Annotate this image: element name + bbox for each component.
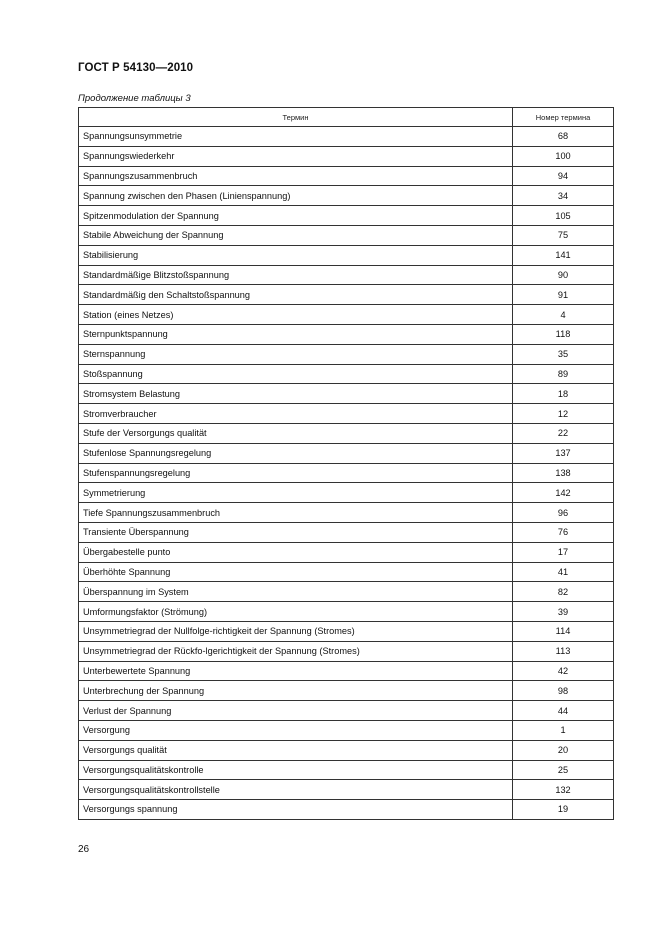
table-row [79,404,614,424]
table-row [79,225,614,245]
term-number-cell: 96 [513,503,614,523]
term-cell: Stromverbraucher [79,404,513,424]
table-row [79,661,614,681]
term-number-cell: 18 [513,384,614,404]
term-cell: Spannung zwischen den Phasen (Linienspannung) [79,186,513,206]
term-number-cell: 12 [513,404,614,424]
term-number-cell: 44 [513,701,614,721]
table-row [79,285,614,305]
table-header-row [79,108,614,127]
table-row [79,621,614,641]
term-cell: Spannungswiederkehr [79,146,513,166]
term-number-cell: 113 [513,641,614,661]
term-number-cell: 75 [513,225,614,245]
term-cell: Tiefe Spannungszusammenbruch [79,503,513,523]
table-row [79,740,614,760]
header-term: Термин [79,108,513,127]
table-row [79,760,614,780]
table-row [79,206,614,226]
term-cell: Versorgung [79,720,513,740]
term-cell: Unsymmetriegrad der Nullfolge-richtigkeit der Spannung (Stromes) [79,621,513,641]
term-number-cell: 137 [513,443,614,463]
term-cell: Symmetrierung [79,483,513,503]
term-number-cell: 17 [513,542,614,562]
table-body [79,127,614,820]
header-term-number: Номер термина [513,108,614,127]
term-cell: Sternpunktspannung [79,324,513,344]
table-caption: Продолжение таблицы 3 [78,93,191,104]
term-number-cell: 90 [513,265,614,285]
term-number-cell: 19 [513,800,614,820]
table-row [79,542,614,562]
term-number-cell: 105 [513,206,614,226]
table-row [79,127,614,147]
table-row [79,800,614,820]
term-number-cell: 1 [513,720,614,740]
term-number-cell: 42 [513,661,614,681]
term-cell: Spannungszusammenbruch [79,166,513,186]
term-cell: Stabile Abweichung der Spannung [79,225,513,245]
table-row [79,602,614,622]
table-row [79,522,614,542]
term-cell: Standardmäßig den Schaltstoßspannung [79,285,513,305]
term-number-cell: 89 [513,364,614,384]
table-row [79,701,614,721]
term-cell: Transiente Überspannung [79,522,513,542]
term-cell: Überspannung im System [79,582,513,602]
table-row [79,305,614,325]
term-number-cell: 20 [513,740,614,760]
term-number-cell: 25 [513,760,614,780]
page-number: 26 [78,844,90,855]
term-number-cell: 35 [513,344,614,364]
term-cell: Stufenspannungsregelung [79,463,513,483]
document-standard-title: ГОСТ Р 54130—2010 [78,62,194,74]
table-row [79,265,614,285]
table-row [79,186,614,206]
term-number-cell: 91 [513,285,614,305]
term-number-cell: 76 [513,522,614,542]
table-row [79,384,614,404]
table-row [79,641,614,661]
term-cell: Unsymmetriegrad der Rückfo-lgerichtigkeit der Spannung (Stromes) [79,641,513,661]
table-row [79,582,614,602]
term-cell: Spitzenmodulation der Spannung [79,206,513,226]
term-number-cell: 114 [513,621,614,641]
table-row [79,324,614,344]
table-row [79,146,614,166]
term-number-cell: 142 [513,483,614,503]
table-row [79,503,614,523]
term-cell: Stabilisierung [79,245,513,265]
term-number-cell: 100 [513,146,614,166]
term-number-cell: 98 [513,681,614,701]
term-cell: Umformungsfaktor (Strömung) [79,602,513,622]
table-row [79,720,614,740]
table-row [79,364,614,384]
term-cell: Stufe der Versorgungs qualität [79,423,513,443]
term-cell: Übergabestelle punto [79,542,513,562]
term-number-cell: 138 [513,463,614,483]
table-row [79,780,614,800]
term-cell: Versorgungs qualität [79,740,513,760]
table-row [79,443,614,463]
term-number-cell: 82 [513,582,614,602]
term-number-cell: 22 [513,423,614,443]
term-number-cell: 41 [513,562,614,582]
term-cell: Unterbewertete Spannung [79,661,513,681]
term-cell: Standardmäßige Blitzstoßspannung [79,265,513,285]
table-row [79,681,614,701]
term-cell: Versorgungs spannung [79,800,513,820]
term-cell: Station (eines Netzes) [79,305,513,325]
term-number-cell: 4 [513,305,614,325]
table-row [79,166,614,186]
term-cell: Verlust der Spannung [79,701,513,721]
term-cell: Sternspannung [79,344,513,364]
table-row [79,423,614,443]
table-row [79,562,614,582]
table-row [79,483,614,503]
term-number-cell: 34 [513,186,614,206]
term-cell: Unterbrechung der Spannung [79,681,513,701]
term-cell: Stoßspannung [79,364,513,384]
terms-table [78,107,614,820]
table-row [79,245,614,265]
term-number-cell: 39 [513,602,614,622]
term-cell: Stromsystem Belastung [79,384,513,404]
term-cell: Versorgungsqualitätskontrollstelle [79,780,513,800]
term-number-cell: 68 [513,127,614,147]
term-number-cell: 118 [513,324,614,344]
term-cell: Spannungsunsymmetrie [79,127,513,147]
term-number-cell: 141 [513,245,614,265]
term-cell: Überhöhte Spannung [79,562,513,582]
table-row [79,344,614,364]
term-number-cell: 94 [513,166,614,186]
term-cell: Stufenlose Spannungsregelung [79,443,513,463]
table-row [79,463,614,483]
term-cell: Versorgungsqualitätskontrolle [79,760,513,780]
term-number-cell: 132 [513,780,614,800]
